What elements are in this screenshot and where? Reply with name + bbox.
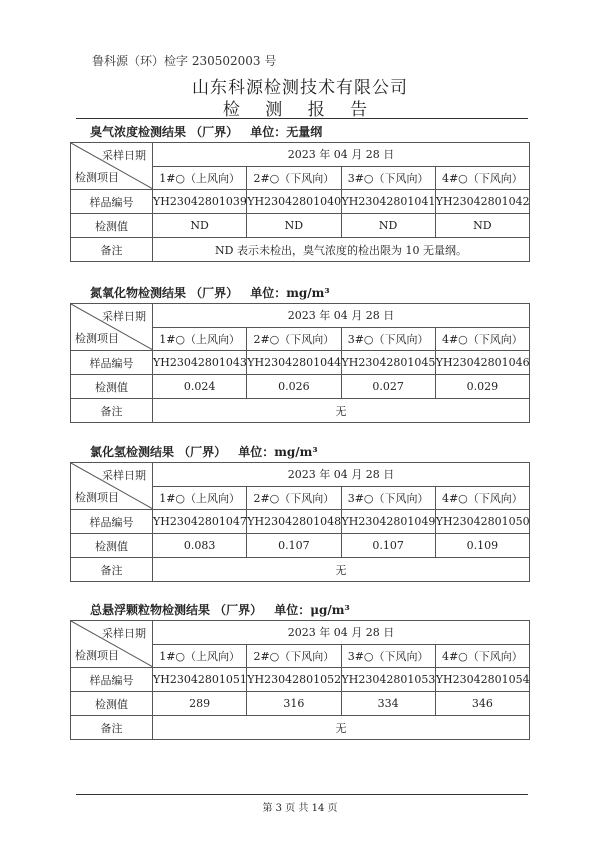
result-table [70,142,530,262]
item-header-label: 检测项目 [75,332,119,345]
report-number: 鲁科源（环）检字 230502003 号 [92,54,277,68]
test-value: 0.107 [341,534,435,558]
sample-id: YH23042801054 [435,668,529,692]
section-title-text: 氮氧化物检测结果 （厂界） [90,286,239,300]
footer-divider [76,794,528,795]
test-value: 0.026 [247,375,341,399]
monitoring-point: 4#○（下风向） [435,644,529,668]
item-header-label: 检测项目 [75,171,119,184]
test-value: 334 [341,692,435,716]
value-row [71,214,530,238]
test-value: 0.109 [435,534,529,558]
monitoring-point: 4#○（下风向） [435,327,529,351]
section-title [70,600,530,620]
company-name: 山东科源检测技术有限公司 [192,78,408,98]
sample-id: YH23042801042 [435,190,529,214]
test-value: 0.029 [435,375,529,399]
sample-id: YH23042801051 [153,668,247,692]
sample-id: YH23042801049 [341,510,435,534]
monitoring-point: 1#○（上风向） [153,327,247,351]
section-unit: 单位：mg/m³ [250,286,330,300]
section-title-text: 总悬浮颗粒物检测结果 （厂界） [90,603,263,617]
note-label: 备注 [71,558,153,582]
monitoring-point: 1#○（上风向） [153,166,247,190]
value-label: 检测值 [71,692,153,716]
value-row [71,534,530,558]
date-header-label: 采样日期 [102,627,146,640]
monitoring-point: 1#○（上风向） [153,486,247,510]
value-label: 检测值 [71,214,153,238]
test-value: ND [341,214,435,238]
sample-id: YH23042801039 [153,190,247,214]
note-label: 备注 [71,238,153,262]
test-value: 0.024 [153,375,247,399]
diagonal-header-cell [71,463,153,510]
sample-row [71,668,530,692]
monitoring-point: 2#○（下风向） [247,486,341,510]
result-section [70,283,530,423]
section-title-text: 臭气浓度检测结果 （厂界） [90,125,239,139]
test-value: 0.083 [153,534,247,558]
test-value: ND [153,214,247,238]
sample-label: 样品编号 [71,351,153,375]
sample-row [71,510,530,534]
sample-id: YH23042801050 [435,510,529,534]
sample-row [71,190,530,214]
note-label: 备注 [71,399,153,423]
monitoring-point: 4#○（下风向） [435,486,529,510]
sample-label: 样品编号 [71,510,153,534]
test-value: 0.027 [341,375,435,399]
note-text: 无 [153,399,530,423]
sampling-date: 2023 年 04 月 28 日 [153,304,530,328]
page-number: 第 3 页 共 14 页 [262,803,338,814]
sample-id: YH23042801040 [247,190,341,214]
section-title [70,122,530,142]
monitoring-point: 3#○（下风向） [341,644,435,668]
note-row [71,558,530,582]
header-divider [76,118,528,119]
sample-id: YH23042801048 [247,510,341,534]
sampling-date: 2023 年 04 月 28 日 [153,143,530,167]
note-row [71,238,530,262]
monitoring-point: 3#○（下风向） [341,327,435,351]
sample-id: YH23042801047 [153,510,247,534]
section-unit: 单位：mg/m³ [238,445,318,459]
item-header-label: 检测项目 [75,491,119,504]
sample-id: YH23042801045 [341,351,435,375]
value-row [71,375,530,399]
note-text: 无 [153,558,530,582]
sample-id: YH23042801041 [341,190,435,214]
test-value: ND [247,214,341,238]
monitoring-point: 2#○（下风向） [247,166,341,190]
test-value: 346 [435,692,529,716]
monitoring-point: 4#○（下风向） [435,166,529,190]
date-header-label: 采样日期 [102,310,146,323]
result-section [70,122,530,262]
result-section [70,442,530,582]
sample-label: 样品编号 [71,668,153,692]
sample-id: YH23042801053 [341,668,435,692]
result-table [70,303,530,423]
note-row [71,716,530,740]
monitoring-point: 2#○（下风向） [247,644,341,668]
section-unit: 单位：无量纲 [250,125,323,139]
sample-id: YH23042801043 [153,351,247,375]
result-table [70,462,530,582]
test-value: 316 [247,692,341,716]
result-section [70,600,530,740]
diagonal-header-cell [71,143,153,190]
note-text: 无 [153,716,530,740]
sample-id: YH23042801052 [247,668,341,692]
report-title: 检 测 报 告 [222,100,378,120]
note-label: 备注 [71,716,153,740]
sample-row [71,351,530,375]
diagonal-header-cell [71,304,153,351]
date-header-label: 采样日期 [102,149,146,162]
test-value: 0.107 [247,534,341,558]
diagonal-header-cell [71,621,153,668]
note-text: ND 表示未检出，臭气浓度的检出限为 10 无量纲。 [153,238,530,262]
test-value: ND [435,214,529,238]
date-header-label: 采样日期 [102,469,146,482]
sample-id: YH23042801044 [247,351,341,375]
sample-label: 样品编号 [71,190,153,214]
monitoring-point: 3#○（下风向） [341,166,435,190]
section-title [70,442,530,462]
monitoring-point: 3#○（下风向） [341,486,435,510]
sampling-date: 2023 年 04 月 28 日 [153,463,530,487]
section-title [70,283,530,303]
result-table [70,620,530,740]
monitoring-point: 2#○（下风向） [247,327,341,351]
monitoring-point: 1#○（上风向） [153,644,247,668]
sampling-date: 2023 年 04 月 28 日 [153,621,530,645]
item-header-label: 检测项目 [75,649,119,662]
section-unit: 单位：μg/m³ [274,603,350,617]
value-label: 检测值 [71,375,153,399]
sample-id: YH23042801046 [435,351,529,375]
note-row [71,399,530,423]
value-label: 检测值 [71,534,153,558]
section-title-text: 氯化氢检测结果 （厂界） [90,445,227,459]
test-value: 289 [153,692,247,716]
value-row [71,692,530,716]
